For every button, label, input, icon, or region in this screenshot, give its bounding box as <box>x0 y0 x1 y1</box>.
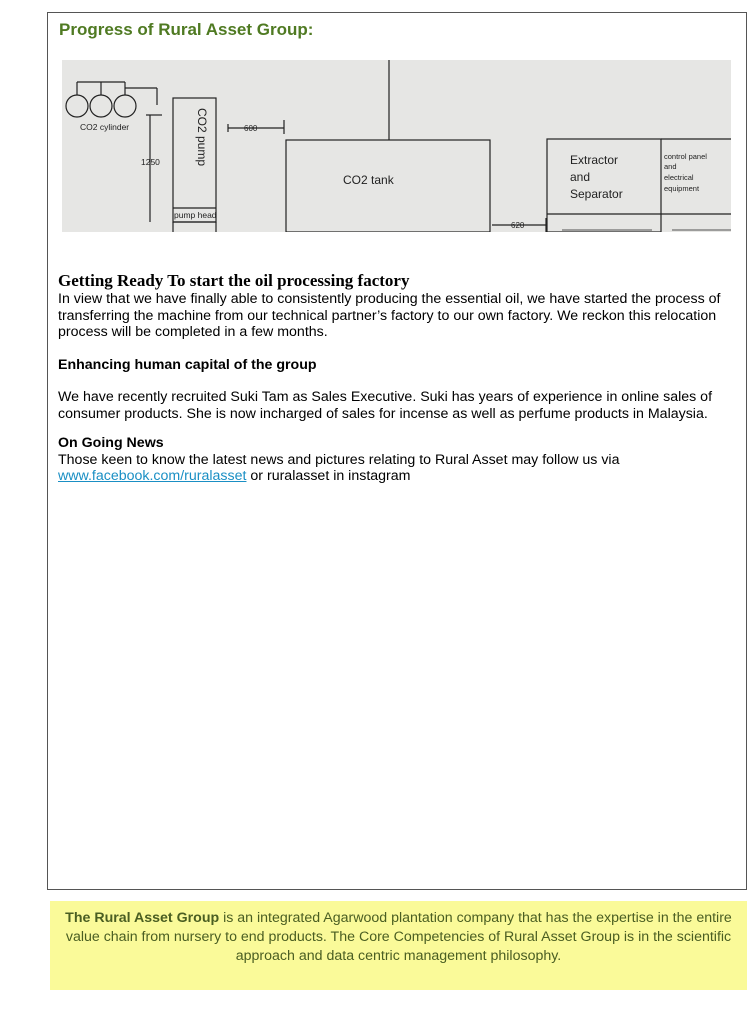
company-footer <box>50 901 747 990</box>
section-heading-factory: Getting Ready To start the oil processing factory <box>58 271 410 290</box>
section-body-news <box>58 452 738 485</box>
extractor-label-line2: and <box>570 170 591 184</box>
newsletter-frame <box>47 12 747 890</box>
co2-tank-label: CO2 tank <box>343 173 394 187</box>
dimension-600: 600 <box>244 124 258 133</box>
section-title: Progress of Rural Asset Group: <box>59 20 314 39</box>
co2-cylinders <box>66 82 157 117</box>
news-text-suffix: or ruralasset in instagram <box>246 468 411 484</box>
co2-cylinder-label: CO2 cylinder <box>80 122 130 132</box>
extractor-label-line3: Separator <box>570 187 623 201</box>
pump-head-label: pump head <box>174 210 217 220</box>
control-panel-line3: electrical <box>664 173 694 182</box>
control-panel-line4: equipment <box>664 184 700 193</box>
section-body-human-capital: We have recently recruited Suki Tam as Sales Executive. Suki has years of experience in online sales of consumer products. She is now incharged of sales for incense as well as perfume products in Malaysia. <box>58 389 713 422</box>
control-panel-line2: and <box>664 162 677 171</box>
section-body-factory: In view that we have finally able to consistently producing the essential oil, we have started the process of transferring the machine from our technical partner’s factory to our own factory. We reckon this relocation process will be completed in a few months. <box>58 291 721 340</box>
control-panel-line1: control panel <box>664 152 707 161</box>
article-content <box>58 271 738 485</box>
dimension-620: 620 <box>511 221 525 230</box>
footer-description: is an integrated Agarwood plantation company that has the expertise in the entire value chain from nursery to end products. The Core Competencies of Rural Asset Group is in the scientific approach and data centric management philosophy. <box>65 910 732 964</box>
extractor-label-line1: Extractor <box>570 153 619 167</box>
co2-pump-label: CO2 pump <box>195 108 209 167</box>
section-heading-news: On Going News <box>58 435 164 451</box>
section-heading-human-capital: Enhancing human capital of the group <box>58 356 317 373</box>
factory-layout-diagram <box>62 60 731 232</box>
news-text-prefix: Those keen to know the latest news and pictures relating to Rural Asset may follow us via <box>58 451 620 468</box>
dimension-1250: 1250 <box>141 157 160 167</box>
facebook-link[interactable]: www.facebook.com/ruralasset <box>58 468 247 484</box>
footer-company-name: The Rural Asset Group <box>65 910 220 926</box>
